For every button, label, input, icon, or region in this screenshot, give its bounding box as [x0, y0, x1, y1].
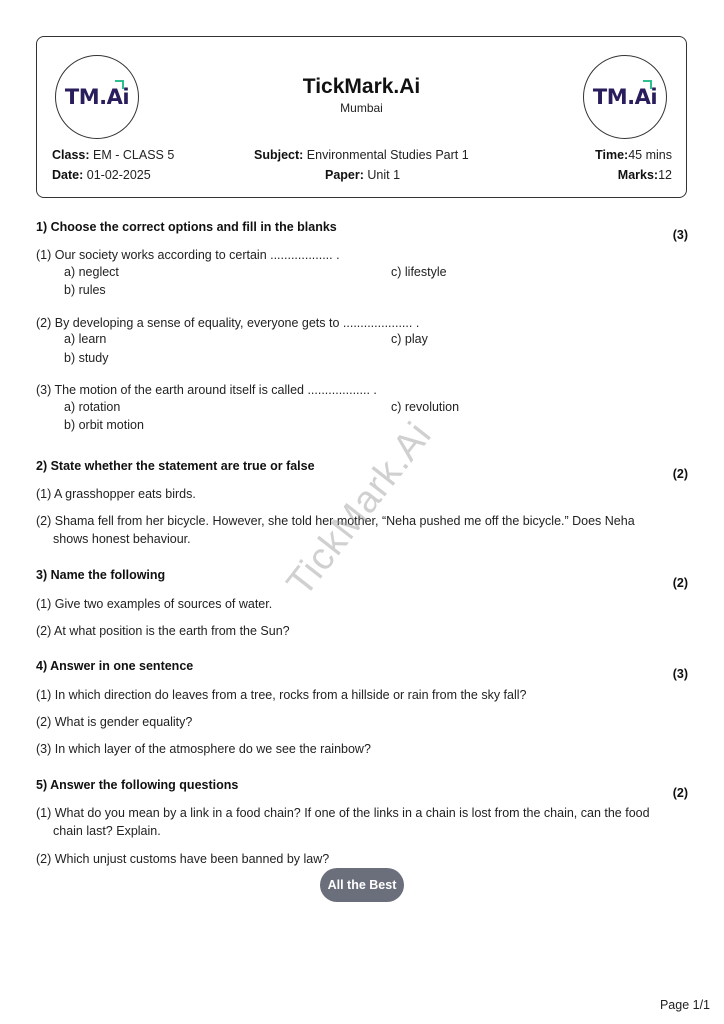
question-4-3: (3) In which layer of the atmosphere do we see the rainbow? [36, 742, 371, 756]
date-info [52, 168, 151, 182]
section-4-title: 4) Answer in one sentence [36, 659, 194, 673]
time-label: Time: [595, 148, 629, 162]
section-2-title: 2) State whether the statement are true or false [36, 459, 315, 473]
marks-value: 12 [658, 168, 672, 182]
logo-right [583, 55, 667, 139]
section-5-title: 5) Answer the following questions [36, 778, 239, 792]
date-value: 01-02-2025 [86, 168, 151, 182]
question-text-continued: shows honest behaviour. [53, 532, 191, 546]
subject-label: Subject: [254, 148, 304, 162]
class-value: EM - CLASS 5 [93, 148, 175, 162]
option: a) neglect [64, 265, 119, 279]
org-city: Mumbai [340, 101, 383, 115]
question-3-2: (2) At what position is the earth from the Sun? [36, 624, 290, 638]
time-value: 45 mins [628, 148, 672, 162]
question-1-3: (3) The motion of the earth around itself is called .................. . [36, 383, 377, 397]
question-text: (2) Shama fell from her bicycle. However, she told her mother, “Neha pushed me off the bicycle.” Does Neha [36, 514, 635, 528]
time-info [595, 148, 672, 162]
question-2-1: (1) A grasshopper eats birds. [36, 487, 196, 501]
paper-value: Unit 1 [367, 168, 401, 182]
section-3-marks: (2) [672, 576, 688, 590]
logo-text: TM.Ai [64, 85, 130, 109]
question-4-1: (1) In which direction do leaves from a tree, rocks from a hillside or rain from the sky fall? [36, 688, 527, 702]
class-label: Class: [52, 148, 90, 162]
section-3-title: 3) Name the following [36, 568, 166, 582]
class-info [52, 148, 174, 162]
section-1-marks: (3) [672, 228, 688, 242]
marks-info [618, 168, 672, 182]
question-4-2: (2) What is gender equality? [36, 715, 193, 729]
option: a) learn [64, 332, 107, 346]
org-name: TickMark.Ai [302, 75, 421, 98]
question-text-continued: chain last? Explain. [53, 824, 161, 838]
option: c) play [391, 332, 428, 346]
option: c) lifestyle [391, 265, 447, 279]
option: b) rules [64, 283, 106, 297]
question-3-1: (1) Give two examples of sources of water. [36, 597, 273, 611]
question-5-1 [36, 804, 676, 840]
paper-header [36, 36, 687, 198]
question-1-1: (1) Our society works according to certain .................. . [36, 248, 340, 262]
question-5-2: (2) Which unjust customs have been banned by law? [36, 852, 330, 866]
paper-info [325, 168, 400, 182]
marks-label: Marks: [617, 168, 659, 182]
option: b) orbit motion [64, 418, 144, 432]
option: a) rotation [64, 400, 121, 414]
section-5-marks: (2) [672, 786, 688, 800]
logo-text: TM.Ai [592, 85, 658, 109]
watermark: TickMark.Ai [279, 414, 441, 605]
all-the-best-badge: All the Best [320, 868, 404, 902]
section-4-marks: (3) [672, 667, 688, 681]
date-label: Date: [52, 168, 84, 182]
section-1-title: 1) Choose the correct options and fill in the blanks [36, 220, 337, 234]
subject-info [254, 148, 469, 162]
question-text: (1) What do you mean by a link in a food chain? If one of the links in a chain is lost from the chain, can the food [36, 806, 650, 820]
logo-accent-icon [643, 80, 652, 89]
option: c) revolution [391, 400, 460, 414]
subject-value: Environmental Studies Part 1 [306, 148, 469, 162]
page-number: Page 1/1 [659, 998, 710, 1012]
paper-label: Paper: [325, 168, 364, 182]
question-1-2: (2) By developing a sense of equality, everyone gets to .................... . [36, 316, 420, 330]
section-2-marks: (2) [672, 467, 688, 481]
option: b) study [64, 351, 109, 365]
